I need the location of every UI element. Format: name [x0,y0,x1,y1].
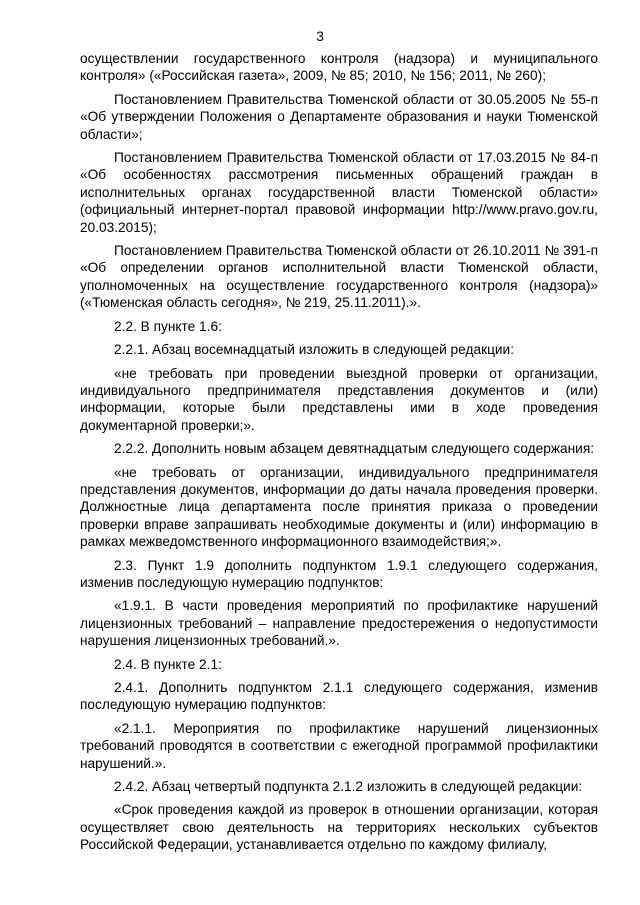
paragraph: Постановлением Правительства Тюменской области от 30.05.2005 № 55-п «Об утверждении Положения о Департаменте образования и науки Тюменской области»; [80,91,598,142]
paragraph: 2.3. Пункт 1.9 дополнить подпунктом 1.9.1 следующего содержания, изменив последующую нумерацию подпунктов: [80,557,598,590]
paragraph: Постановлением Правительства Тюменской области от 17.03.2015 № 84-п «Об особенностях рассмотрения письменных обращений граждан в исполнительных органах государственной власти Тюменской области» (официальный интернет-портал правовой информации http://www.pravo.gov.ru, 20.03.2015); [80,150,598,235]
paragraph: Постановлением Правительства Тюменской области от 26.10.2011 № 391-п «Об определении органов исполнительной власти Тюменской области, уполномоченных на осуществление государственного контроля (надзора)» («Тюменская область сегодня», № 219, 25.11.2011).». [80,243,598,311]
paragraph: «2.1.1. Мероприятия по профилактике нарушений лицензионных требований проводятся в соответствии с ежегодной программой профилактики нарушений.». [80,720,598,771]
paragraph: 2.2.2. Дополнить новым абзацем девятнадцатым следующего содержания: [114,441,595,457]
paragraph: «1.9.1. В части проведения мероприятий по профилактике нарушений лицензионных требований – направление предостережения о недопустимости нарушения лицензионных требований.». [80,598,598,649]
paragraph: 2.4.2. Абзац четвертый подпункта 2.1.2 изложить в следующей редакции: [114,779,583,795]
paragraph: 2.4. В пункте 2.1: [114,656,222,672]
paragraph: 2.4.1. Дополнить подпунктом 2.1.1 следующего содержания, изменив последующую нумерацию подпунктов: [80,680,598,713]
page-number: 3 [316,29,324,44]
paragraph: 2.2.1. Абзац восемнадцатый изложить в следующей редакции: [114,342,515,358]
paragraph: «Срок проведения каждой из проверок в отношении организации, которая осуществляет свою деятельность на территориях нескольких субъектов Российской Федерации, устанавливается отдельно по каждому филиалу, [80,802,598,853]
paragraph: 2.2. В пункте 1.6: [114,318,222,334]
document-body [80,50,598,860]
paragraph: «не требовать от организации, индивидуального предпринимателя представления документов, информации до даты начала проведения проверки. Должностные лица департамента после принятия приказа о проведении проверки вправе запрашивать необходимые документы и (или) информацию в рамках межведомственного информационного взаимодействия;». [80,464,598,550]
paragraph: осуществлении государственного контроля (надзора) и муниципального контроля» («Российская газета», 2009, № 85; 2010, № 156; 2011, № 260); [80,51,598,84]
paragraph: «не требовать при проведении выездной проверки от организации, индивидуального предпринимателя представления документов и (или) информации, которые были представлены ими в ходе проведения документарной проверки;». [80,365,598,433]
